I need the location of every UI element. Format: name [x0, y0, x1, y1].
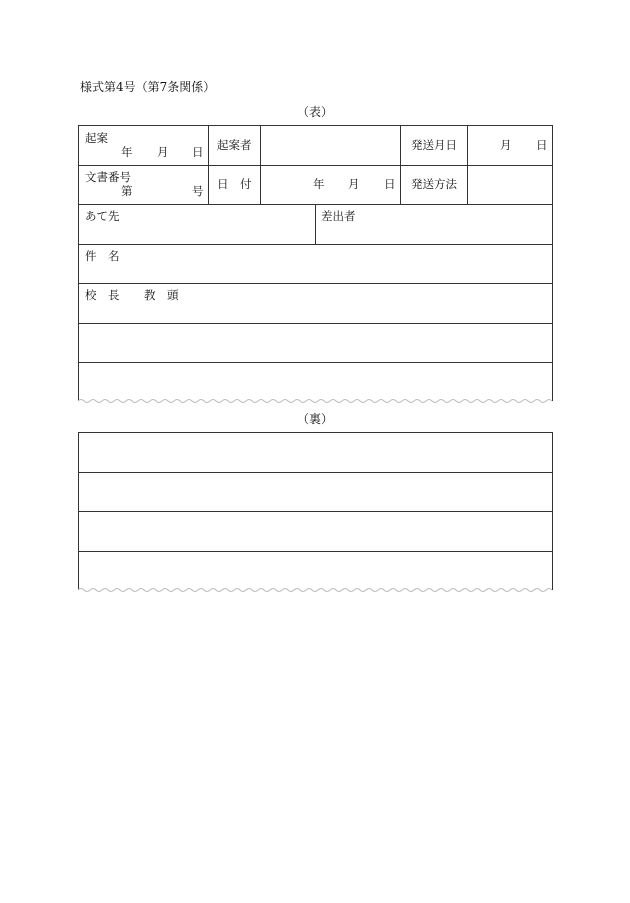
hassou-date-label: 発送月日	[411, 138, 457, 152]
front-row-divider	[79, 283, 552, 284]
vice-principal-label: 教 頭	[144, 288, 179, 302]
back-table	[78, 432, 553, 590]
date-month: 月	[348, 177, 360, 191]
hassou-day: 日	[536, 138, 548, 152]
back-row-divider	[79, 472, 552, 473]
front-row-divider	[79, 244, 552, 245]
kian-month: 月	[157, 145, 169, 159]
col-divider	[315, 204, 316, 244]
col-divider	[260, 126, 261, 204]
front-table	[78, 125, 553, 401]
front-row-divider	[79, 165, 552, 166]
hassou-month: 月	[500, 138, 512, 152]
front-row-divider	[79, 362, 552, 363]
principal-label: 校 長	[85, 288, 120, 302]
date-year: 年	[313, 177, 325, 191]
doc-no-dai: 第	[121, 184, 133, 198]
date-day: 日	[384, 177, 396, 191]
back-label: （裏）	[296, 412, 333, 426]
torn-edge-front	[78, 398, 552, 404]
col-divider	[208, 126, 209, 204]
to-label: あて先	[85, 209, 120, 223]
from-label: 差出者	[321, 209, 356, 223]
doc-no-label: 文書番号	[85, 170, 131, 184]
back-row-divider	[79, 551, 552, 552]
date-label: 日 付	[217, 177, 252, 191]
torn-edge-back	[78, 587, 552, 593]
method-label: 発送方法	[411, 177, 457, 191]
subject-label: 件 名	[85, 249, 120, 263]
col-divider	[467, 126, 468, 204]
col-divider	[400, 126, 401, 204]
form-title: 様式第4号（第7条関係）	[80, 80, 216, 94]
kian-year: 年	[121, 145, 133, 159]
kian-label: 起案	[85, 131, 108, 145]
kian-day: 日	[192, 145, 204, 159]
front-label: （表）	[296, 105, 333, 119]
kiansha-label: 起案者	[217, 138, 252, 152]
doc-no-go: 号	[192, 184, 204, 198]
back-row-divider	[79, 511, 552, 512]
front-row-divider	[79, 323, 552, 324]
